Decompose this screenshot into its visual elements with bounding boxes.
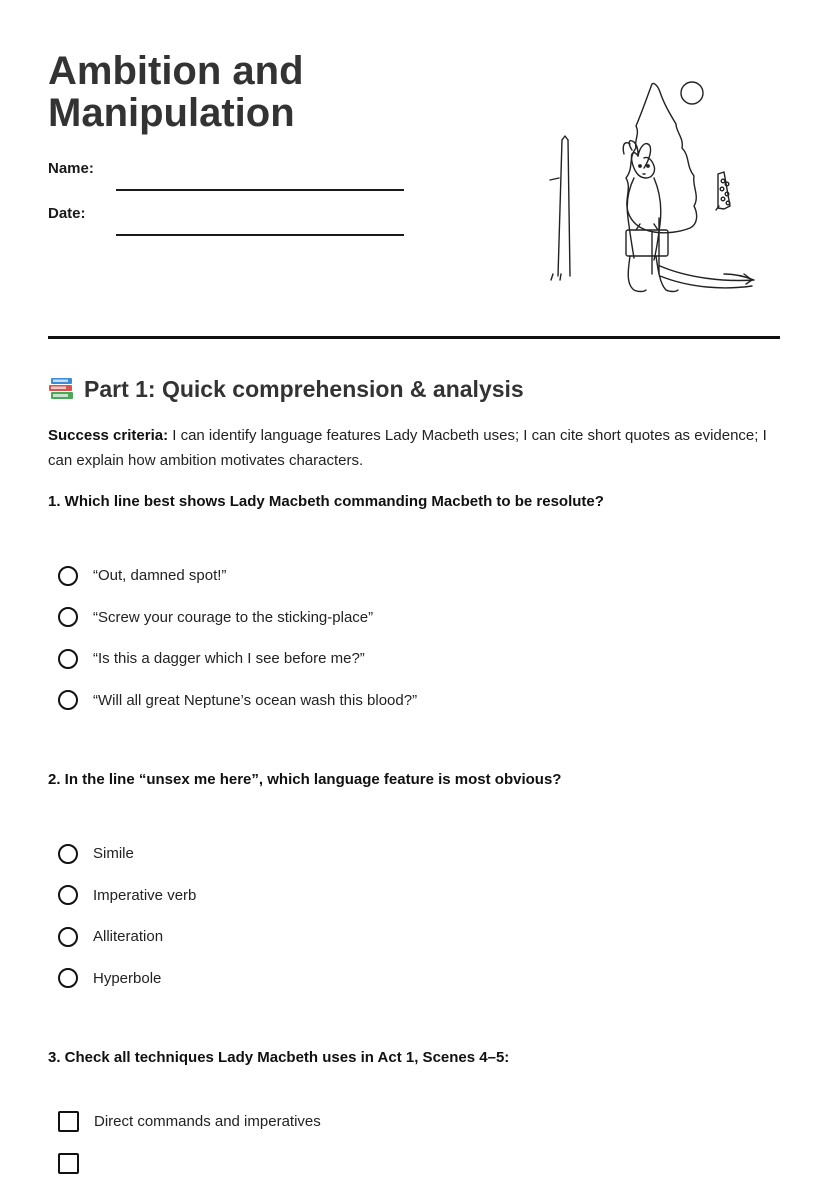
name-field[interactable] <box>48 160 404 177</box>
question-1-option-d[interactable] <box>48 680 780 722</box>
date-label: Date: <box>48 205 116 222</box>
question-3-option-b[interactable] <box>48 1143 780 1184</box>
question-1-option-c[interactable] <box>48 638 780 680</box>
radio-button[interactable] <box>58 968 78 988</box>
question-3-option-a[interactable] <box>48 1101 780 1143</box>
option-label: Direct commands and imperatives <box>94 1113 321 1130</box>
question-2-option-a[interactable] <box>48 833 780 875</box>
name-input-line[interactable] <box>116 189 404 191</box>
success-criteria-text: I can identify language features Lady Macbeth uses; I can cite short quotes as evidence; I can explain how ambition motivates characters. <box>48 427 767 469</box>
option-label: “Will all great Neptune’s ocean wash this blood?” <box>93 692 417 709</box>
question-2-option-c[interactable] <box>48 916 780 958</box>
option-label: Alliteration <box>93 928 163 945</box>
question-2: 2. In the line “unsex me here”, which language feature is most obvious? <box>48 769 780 791</box>
question-3: 3. Check all techniques Lady Macbeth uses in Act 1, Scenes 4–5: <box>48 1047 780 1069</box>
question-1-option-b[interactable] <box>48 597 780 639</box>
radio-button[interactable] <box>58 844 78 864</box>
success-criteria-label: Success criteria: <box>48 427 168 444</box>
question-1-options <box>48 555 780 721</box>
radio-button[interactable] <box>58 607 78 627</box>
question-1-option-a[interactable] <box>48 555 780 597</box>
radio-button[interactable] <box>58 566 78 586</box>
header-divider <box>48 336 780 339</box>
checkbox[interactable] <box>58 1153 79 1174</box>
worksheet-title: Ambition and Manipulation <box>48 50 428 134</box>
part1-heading-text: Part 1: Quick comprehension & analysis <box>84 372 524 406</box>
radio-button[interactable] <box>58 885 78 905</box>
part1-section <box>48 372 780 1184</box>
option-label: Imperative verb <box>93 887 196 904</box>
option-label: Simile <box>93 845 134 862</box>
option-label: “Screw your courage to the sticking-place” <box>93 609 373 626</box>
option-label: “Is this a dagger which I see before me?” <box>93 650 365 667</box>
checkbox[interactable] <box>58 1111 79 1132</box>
question-2-option-d[interactable] <box>48 958 780 1000</box>
success-criteria <box>48 423 780 473</box>
option-label: Hyperbole <box>93 970 161 987</box>
date-field[interactable] <box>48 205 404 222</box>
date-input-line[interactable] <box>116 234 404 236</box>
question-2-option-b[interactable] <box>48 875 780 917</box>
radio-button[interactable] <box>58 927 78 947</box>
radio-button[interactable] <box>58 690 78 710</box>
question-2-options <box>48 833 780 999</box>
worksheet-header <box>48 50 780 310</box>
radio-button[interactable] <box>58 649 78 669</box>
kangaroo-tree-illustration <box>548 78 758 300</box>
books-icon <box>48 376 75 402</box>
question-1: 1. Which line best shows Lady Macbeth commanding Macbeth to be resolute? <box>48 491 780 513</box>
option-label: “Out, damned spot!” <box>93 567 226 584</box>
name-label: Name: <box>48 160 116 177</box>
question-3-options <box>48 1101 780 1184</box>
part1-heading <box>48 372 780 406</box>
